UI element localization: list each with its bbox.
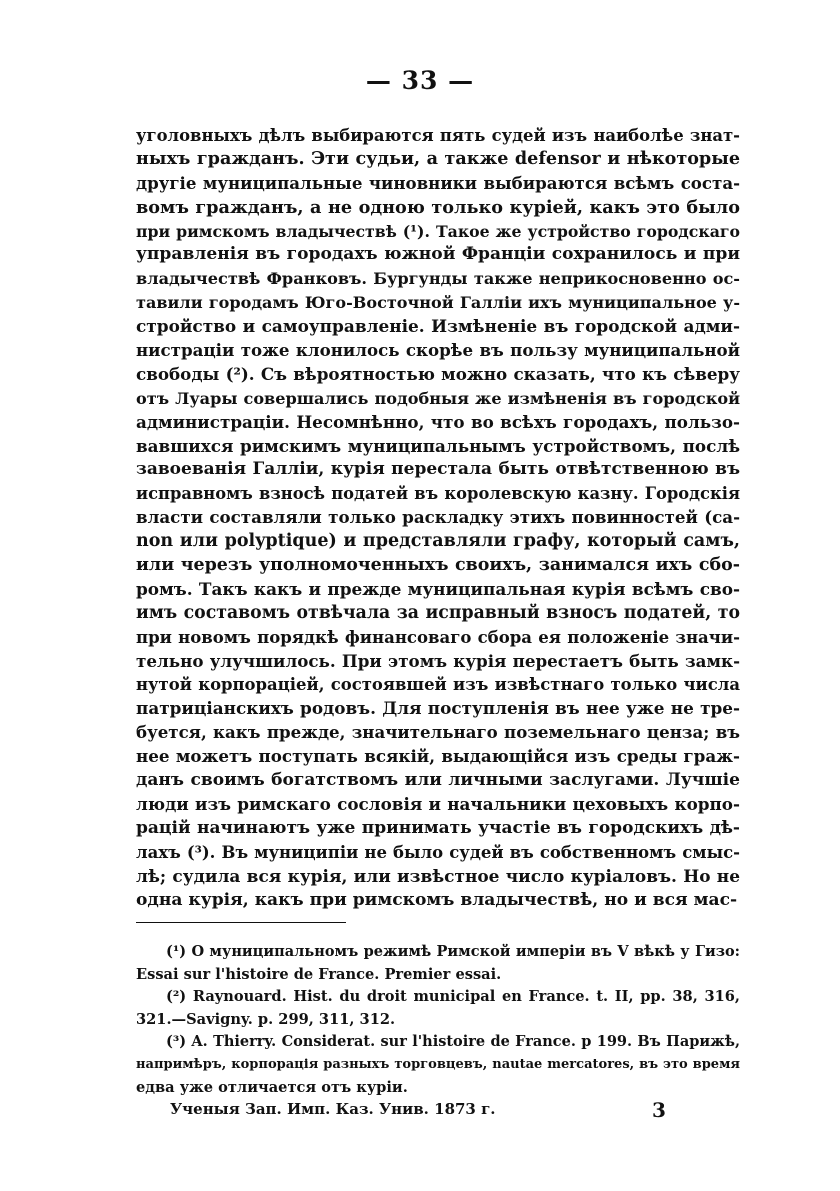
body-line: рацій начинаютъ уже принимать участіе въ городскихъ дѣ- [136, 817, 740, 838]
body-line: при новомъ порядкѣ финансоваго сбора ея положеніе значи- [136, 626, 740, 647]
body-line: или черезъ уполномоченныхъ своихъ, занимался ихъ сбо- [136, 555, 740, 576]
footnote-divider [136, 922, 346, 923]
body-line: администраціи. Несомнѣнно, что во всѣхъ городахъ, пользо- [136, 411, 740, 432]
body-line: стройство и самоуправленіе. Измѣненіе въ городской адми- [136, 316, 740, 337]
body-text [136, 124, 740, 912]
body-line: отъ Луары совершались подобныя же измѣненія въ городской [136, 388, 740, 408]
footnote-line: Essai sur l'histoire de France. Premier essai. [136, 965, 502, 983]
footer-source: Ученыя Зап. Имп. Каз. Унив. 1873 г. [170, 1100, 496, 1118]
body-line: одна курія, какъ при римскомъ владычествѣ, но и вся мас- [136, 889, 738, 910]
body-line: тавили городамъ Юго-Восточной Галліи ихъ муниципальное у- [136, 293, 740, 313]
body-line: вомъ гражданъ, а не одною только куріей, какъ это было [136, 196, 740, 218]
footnote-line: едва уже отличается отъ куріи. [136, 1078, 408, 1096]
footnote-line: напримѣръ, корпорація разныхъ торговцевъ, nautae mercatores, въ это время [136, 1056, 740, 1072]
body-line: буется, какъ прежде, значительнаго поземельнаго ценза; въ [136, 722, 740, 743]
body-line: другіе муниципальные чиновники выбираются всѣмъ соста- [136, 172, 740, 193]
body-line: управленія въ городахъ южной Франціи сохранилось и при [136, 244, 740, 265]
body-line: лѣ; судила вся курія, или извѣстное число куріаловъ. Но не [136, 865, 740, 886]
body-line: нее можетъ поступать всякій, выдающійся изъ среды граж- [136, 746, 740, 767]
body-line: нистраціи тоже клонилось скорѣе въ пользу муниципальной [136, 340, 740, 361]
body-line: имъ составомъ отвѣчала за исправный взносъ податей, то [136, 602, 740, 623]
body-line: ныхъ гражданъ. Эти судьи, а также defensor и нѣкоторые [136, 148, 740, 169]
body-line: исправномъ взносѣ податей въ королевскую казну. Городскія [136, 484, 740, 504]
footnote-line: (³) A. Thierry. Considerat. sur l'histoire de France. p 199. Въ Парижѣ, [166, 1033, 740, 1051]
body-line: уголовныхъ дѣлъ выбираются пять судей изъ наиболѣе знат- [136, 126, 740, 145]
body-line: данъ своимъ богатствомъ или личными заслугами. Лучшіе [136, 770, 740, 791]
page-footer [136, 1098, 740, 1124]
footnote-line: (¹) О муниципальномъ режимѣ Римской имперіи въ V вѣкѣ у Гизо: [166, 943, 740, 960]
body-line: при римскомъ владычествѣ (¹). Такое же устройство городскаго [136, 221, 740, 241]
body-line: вавшихся римскимъ муниципальнымъ устройствомъ, послѣ [136, 435, 740, 456]
body-line: люди изъ римскаго сословія и начальники цеховыхъ корпо- [136, 793, 740, 814]
signature-mark: 3 [652, 1098, 666, 1122]
body-line: тельно улучшилось. При этомъ курія перестаетъ быть замк- [136, 650, 740, 671]
body-line: свободы (²). Съ вѣроятностью можно сказать, что къ сѣверу [136, 363, 740, 384]
body-line: ромъ. Такъ какъ и прежде муниципальная курія всѣмъ сво- [136, 578, 740, 599]
body-line: власти составляли только раскладку этихъ повинностей (ca- [136, 507, 740, 528]
body-line: лахъ (³). Въ муниципіи не было судей въ собственномъ смыс- [136, 842, 740, 862]
footnote-line: (²) Raynouard. Hist. du droit municipal en France. t. II, pp. 38, 316, [166, 988, 740, 1006]
page-number: — 33 — [365, 66, 475, 95]
body-line: завоеванія Галліи, курія перестала быть отвѣтственною въ [136, 459, 740, 480]
footnotes [136, 941, 740, 1099]
footnote-line: 321.—Savigny. p. 299, 311, 312. [136, 1010, 396, 1028]
body-line: владычествѣ Франковъ. Бургунды также неприкосновенно ос- [136, 269, 740, 289]
body-line: патриціанскихъ родовъ. Для поступленія въ нее уже не тре- [136, 698, 740, 719]
body-line: нутой корпораціей, состоявшей изъ извѣстнаго только числа [136, 675, 740, 695]
body-line: non или polyptique) и представляли графу, который самъ, [136, 531, 740, 552]
